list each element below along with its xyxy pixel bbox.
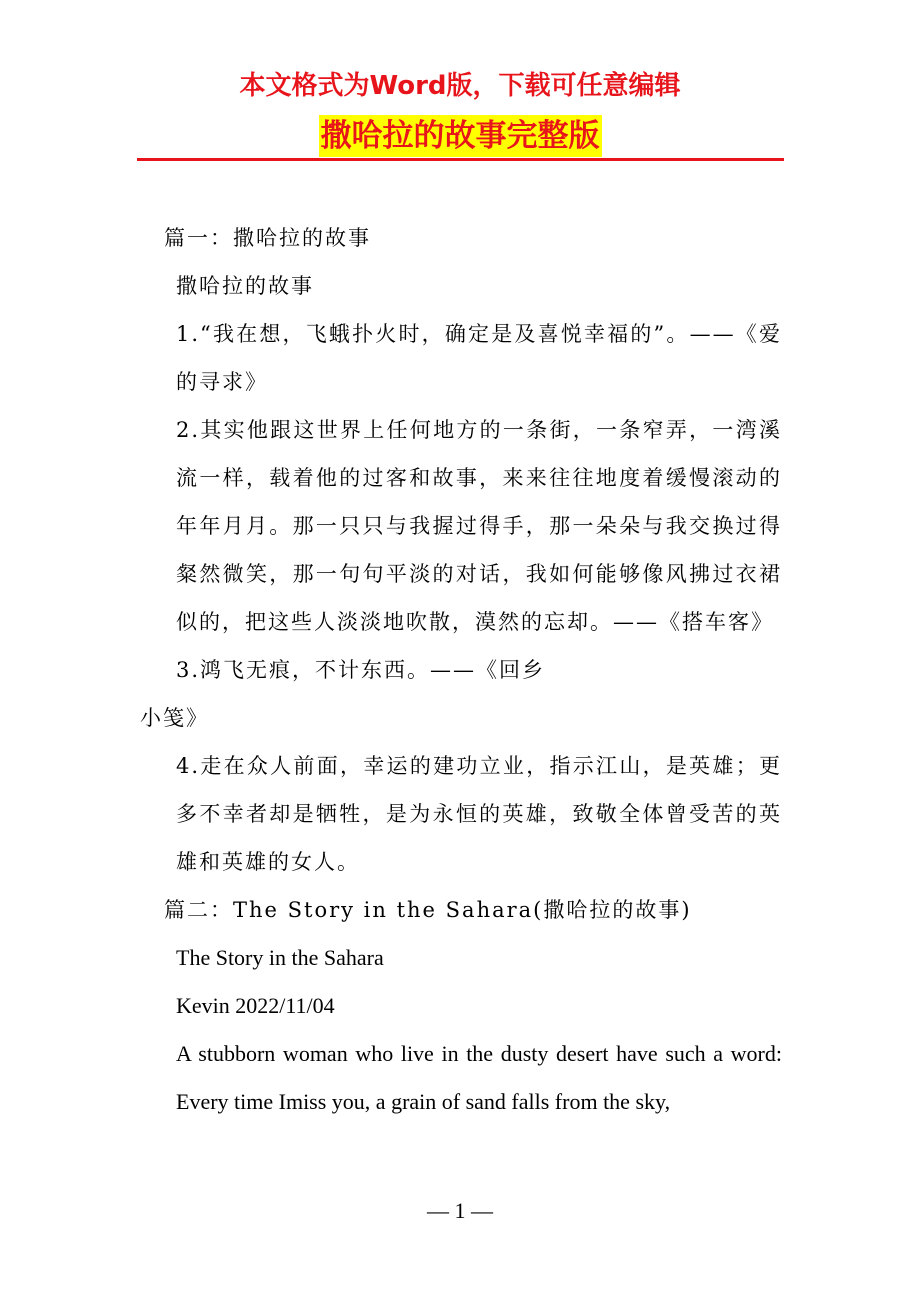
title-container bbox=[0, 115, 920, 157]
author-date: Kevin 2022/11/04 bbox=[176, 993, 335, 1018]
paragraph-quote-2: 2.其实他跟这世界上任何地方的一条街，一条窄弄，一湾溪流一样，载着他的过客和故事，来来往往地度着缓慢滚动的年年月月。那一只只与我握过得手，那一朵朵与我交换过得粲然微笑，那一句句平淡的对话，我如何能够像风拂过衣裙似的，把这些人淡淡地吹散，漠然的忘却。——《搭车客》 bbox=[176, 418, 782, 634]
english-title: The Story in the Sahara bbox=[176, 945, 384, 970]
section-heading-2: 篇二：The Story in the Sahara(撒哈拉的故事) bbox=[164, 898, 692, 922]
paragraph-quote-4: 4.走在众人前面，幸运的建功立业，指示江山，是英雄；更多不幸者却是牺牲，是为永恒的英雄，致敬全体曾受苦的英雄和英雄的女人。 bbox=[176, 754, 782, 874]
paragraph-quote-1: 1.“我在想，飞蛾扑火时，确定是及喜悦幸福的”。——《爱的寻求》 bbox=[176, 322, 782, 394]
paragraph-quote-3: 3.鸿飞无痕，不计东西。——《回乡 bbox=[176, 658, 546, 682]
format-banner: 本文格式为Word版，下载可任意编辑 bbox=[239, 71, 681, 101]
page-number: — 1 — bbox=[427, 1198, 493, 1223]
paragraph-quote-3-continued: 小笺》 bbox=[140, 706, 209, 730]
title-divider bbox=[137, 158, 784, 161]
section-heading-1: 篇一：撒哈拉的故事 bbox=[164, 226, 371, 250]
document-title: 撒哈拉的故事完整版 bbox=[319, 115, 602, 157]
subheading: 撒哈拉的故事 bbox=[176, 274, 314, 298]
english-paragraph: A stubborn woman who live in the dusty desert have such a word: Every time Imiss you, a grain of sand falls from the sky, bbox=[176, 1041, 782, 1114]
document-body bbox=[140, 214, 782, 1126]
